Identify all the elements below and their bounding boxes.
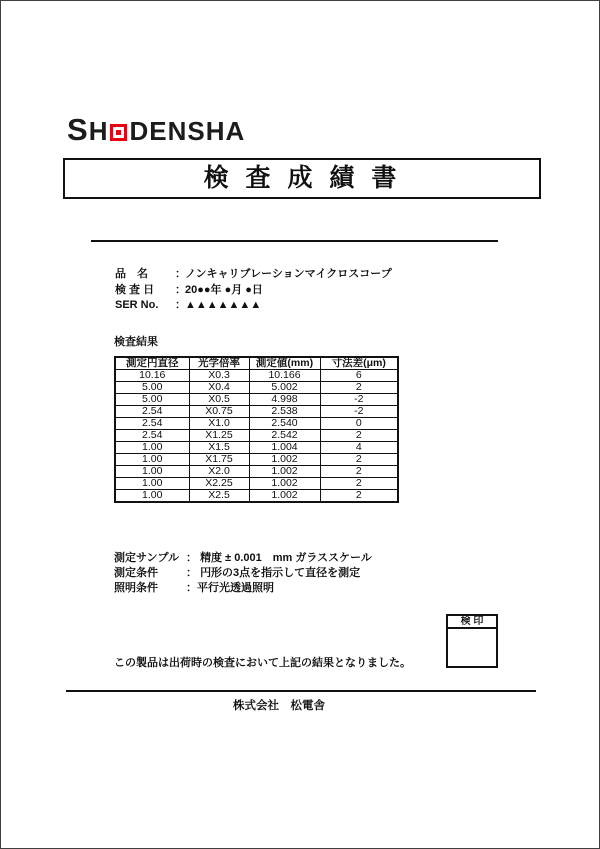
results-header-row xyxy=(115,357,398,370)
result-statement: この製品は出荷時の検査において上記の結果となりました。 xyxy=(114,657,411,669)
table-cell: X1.0 xyxy=(189,418,249,430)
divider-footer xyxy=(66,690,536,692)
table-cell: 10.16 xyxy=(115,370,189,382)
col-header-measured-value: 測定値(mm) xyxy=(249,357,320,370)
info-row-inspection-date xyxy=(115,283,392,299)
serial-number-label: SER No. xyxy=(115,299,159,311)
table-cell: 0 xyxy=(320,418,398,430)
table-cell: 2.538 xyxy=(249,406,320,418)
table-cell: 6 xyxy=(320,370,398,382)
table-cell: 1.002 xyxy=(249,490,320,503)
results-table xyxy=(114,356,399,503)
table-cell: 2 xyxy=(320,382,398,394)
table-cell: 10.166 xyxy=(249,370,320,382)
document-title: 検 査 成 績 書 xyxy=(63,158,541,199)
table-row xyxy=(115,454,398,466)
inspection-stamp-box xyxy=(446,614,498,668)
table-row xyxy=(115,466,398,478)
colon: ： xyxy=(186,582,197,594)
colon: ： xyxy=(175,283,186,296)
table-row xyxy=(115,490,398,503)
table-cell: 5.00 xyxy=(115,382,189,394)
table-cell: X2.5 xyxy=(189,490,249,503)
table-cell: 1.002 xyxy=(249,454,320,466)
serial-number-value: ▲▲▲▲▲▲▲ xyxy=(185,299,262,311)
table-cell: 2 xyxy=(320,430,398,442)
table-cell: 1.00 xyxy=(115,490,189,503)
measurement-condition-value: 円形の3点を指示して直径を測定 xyxy=(200,567,361,579)
table-cell: X0.3 xyxy=(189,370,249,382)
logo-red-dot xyxy=(116,130,121,135)
table-cell: 2.540 xyxy=(249,418,320,430)
table-cell: 5.00 xyxy=(115,394,189,406)
table-cell: 4 xyxy=(320,442,398,454)
table-cell: X1.25 xyxy=(189,430,249,442)
logo-letter-h: H xyxy=(88,116,109,146)
table-cell: 2.54 xyxy=(115,418,189,430)
table-cell: X1.75 xyxy=(189,454,249,466)
table-row xyxy=(115,370,398,382)
shodensha-logo xyxy=(67,113,245,147)
colon: ： xyxy=(186,552,197,564)
product-name-label: 品 名 xyxy=(115,268,148,280)
logo-letter-s: S xyxy=(67,112,89,147)
table-row xyxy=(115,394,398,406)
col-header-dimensional-deviation: 寸法差(μm) xyxy=(320,357,398,370)
table-cell: 1.002 xyxy=(249,478,320,490)
cond-row-illumination xyxy=(114,581,372,596)
table-cell: X0.75 xyxy=(189,406,249,418)
table-cell: 2 xyxy=(320,490,398,503)
logo-suffix: DENSHA xyxy=(129,116,246,146)
table-cell: X0.5 xyxy=(189,394,249,406)
table-cell: -2 xyxy=(320,394,398,406)
table-cell: 2 xyxy=(320,454,398,466)
table-cell: 1.00 xyxy=(115,442,189,454)
sample-label: 測定サンプル xyxy=(114,552,180,564)
table-cell: 4.998 xyxy=(249,394,320,406)
inspection-date-label: 検 査 日 xyxy=(115,283,155,296)
col-header-circle-diameter: 測定円直径 xyxy=(115,357,189,370)
table-cell: 1.00 xyxy=(115,466,189,478)
table-cell: 5.002 xyxy=(249,382,320,394)
inspection-date-value: 20●●年 ●月 ●日 xyxy=(185,283,263,296)
divider-top xyxy=(91,240,498,242)
table-row xyxy=(115,418,398,430)
logo-red-square-o-icon xyxy=(110,124,127,141)
cond-row-sample xyxy=(114,551,372,566)
table-row xyxy=(115,406,398,418)
stamp-box-label: 検 印 xyxy=(448,616,496,629)
cond-row-measurement xyxy=(114,566,372,581)
sample-value: 精度 ± 0.001 mm ガラススケール xyxy=(200,552,372,564)
table-row xyxy=(115,442,398,454)
table-cell: 2 xyxy=(320,466,398,478)
info-row-serial-number xyxy=(115,298,392,314)
table-row xyxy=(115,430,398,442)
illumination-condition-value: 平行光透過照明 xyxy=(197,582,274,594)
colon: ： xyxy=(175,299,186,311)
product-name-value: ノンキャリブレーションマイクロスコープ xyxy=(185,268,392,280)
colon: ： xyxy=(186,567,197,579)
table-cell: X2.25 xyxy=(189,478,249,490)
results-section-label: 検査結果 xyxy=(114,336,158,348)
table-cell: 2 xyxy=(320,478,398,490)
table-cell: 1.004 xyxy=(249,442,320,454)
table-cell: 1.00 xyxy=(115,454,189,466)
table-cell: 1.00 xyxy=(115,478,189,490)
colon: ： xyxy=(175,268,186,280)
illumination-condition-label: 照明条件 xyxy=(114,582,158,594)
measurement-condition-label: 測定条件 xyxy=(114,567,158,579)
table-cell: X0.4 xyxy=(189,382,249,394)
table-cell: 1.002 xyxy=(249,466,320,478)
info-row-product-name xyxy=(115,267,392,283)
table-cell: X2.0 xyxy=(189,466,249,478)
product-info-block xyxy=(115,267,392,314)
measurement-conditions-block xyxy=(114,551,372,596)
table-cell: 2.542 xyxy=(249,430,320,442)
table-row xyxy=(115,382,398,394)
table-cell: X1.5 xyxy=(189,442,249,454)
table-cell: 2.54 xyxy=(115,430,189,442)
col-header-optical-magnification: 光学倍率 xyxy=(189,357,249,370)
table-cell: 2.54 xyxy=(115,406,189,418)
company-name: 株式会社 松電舎 xyxy=(233,700,325,712)
table-cell: -2 xyxy=(320,406,398,418)
table-row xyxy=(115,478,398,490)
